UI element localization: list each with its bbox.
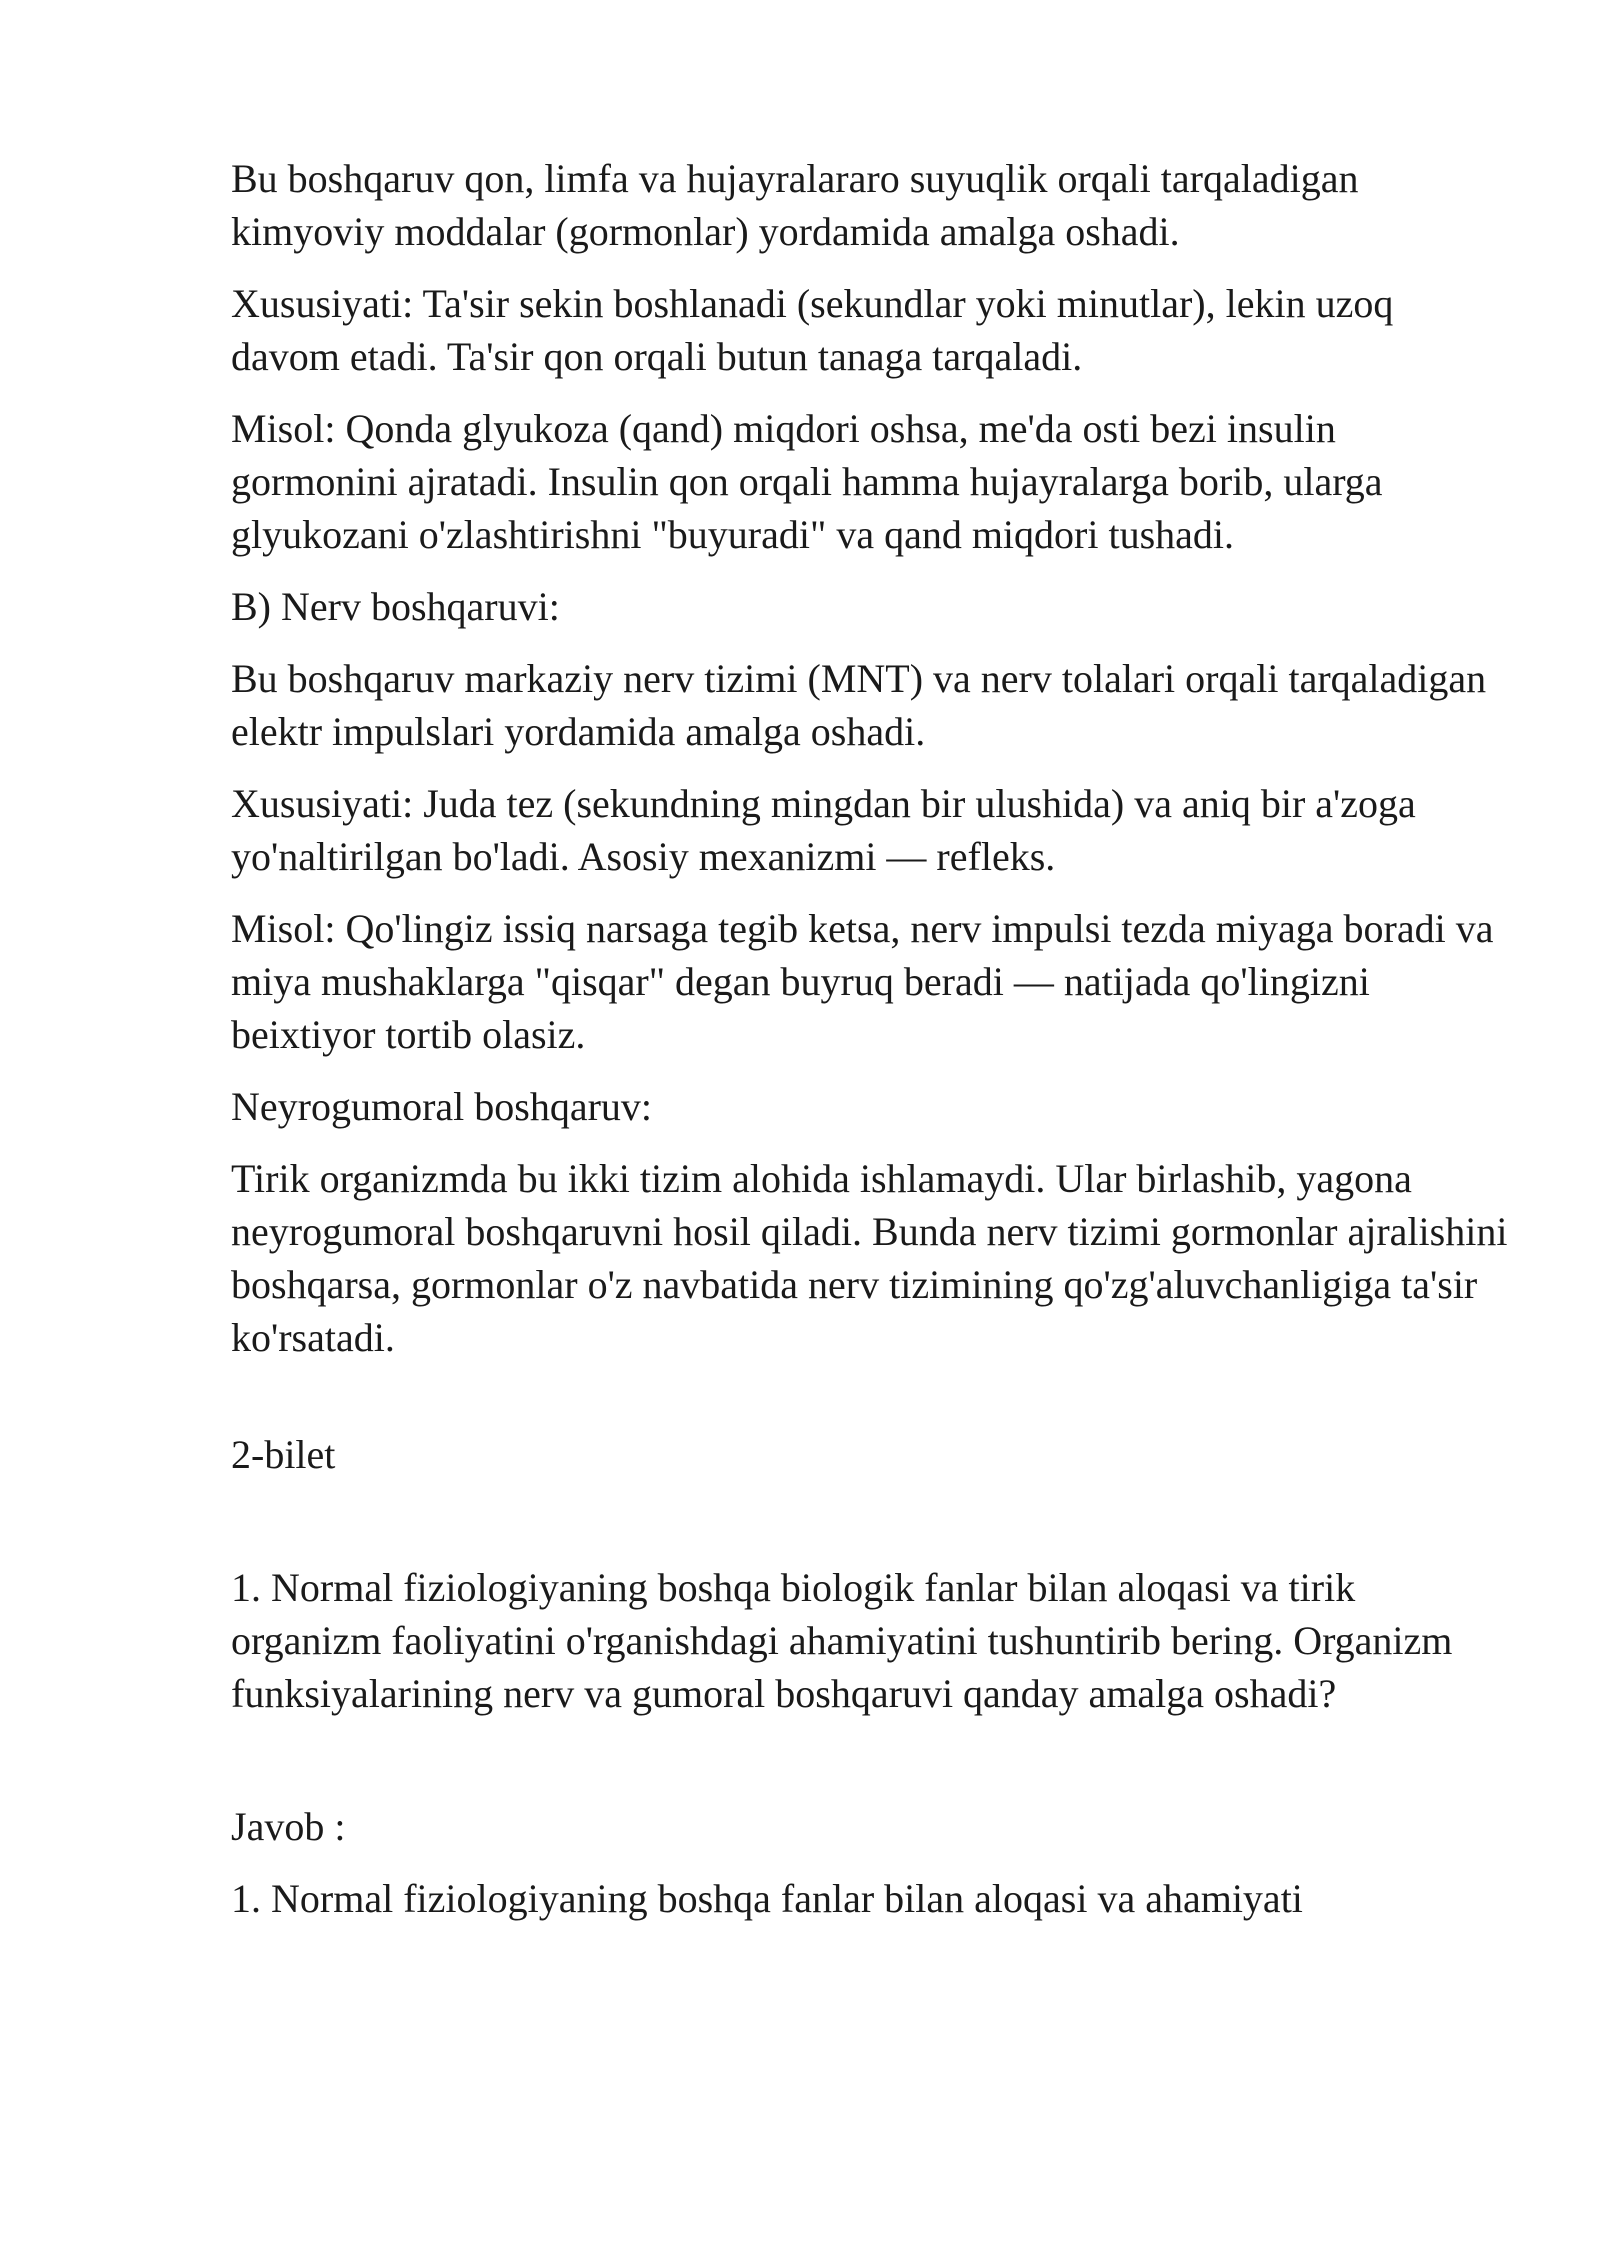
paragraph-humoral-example: Misol: Qonda glyukoza (qand) miqdori oshsa, me'da osti bezi insulin gormonini ajratadi. Insulin qon orqali hamma hujayralarga borib, ularga glyukozani o'zlashtirishni "buyuradi" va qand miqdori tushadi. — [231, 406, 1383, 557]
heading-neurohumoral: Neyrogumoral boshqaruv: — [231, 1084, 653, 1129]
paragraph-nerve-feature: Xususiyati: Juda tez (sekundning mingdan bir ulushida) va aniq bir a'zoga yo'naltirilgan bo'ladi. Asosiy mexanizmi — refleks. — [231, 781, 1416, 879]
ticket-number: 2-bilet — [231, 1432, 336, 1477]
document-body — [231, 152, 1511, 1944]
answer-section-heading: 1. Normal fiziologiyaning boshqa fanlar bilan aloqasi va ahamiyati — [231, 1876, 1303, 1921]
answer-label: Javob : — [231, 1804, 346, 1849]
question-text: 1. Normal fiziologiyaning boshqa biologik fanlar bilan aloqasi va tirik organizm faoliyatini o'rganishdagi ahamiyatini tushuntirib bering. Organizm funksiyalarining nerv va gumoral boshqaruvi qanday amalga oshadi? — [231, 1565, 1453, 1716]
paragraph-humoral-feature: Xususiyati: Ta'sir sekin boshlanadi (sekundlar yoki minutlar), lekin uzoq davom etadi. Ta'sir qon orqali butun tanaga tarqaladi. — [231, 281, 1394, 379]
paragraph-neurohumoral: Tirik organizmda bu ikki tizim alohida ishlamaydi. Ular birlashib, yagona neyrogumoral boshqaruvni hosil qiladi. Bunda nerv tizimi gormonlar ajralishini boshqarsa, gormonlar o'z navbatida nerv tizimining qo'zg'aluvchanligiga ta'sir ko'rsatadi. — [231, 1156, 1508, 1360]
paragraph-humoral-definition: Bu boshqaruv qon, limfa va hujayralararo suyuqlik orqali tarqaladigan kimyoviy moddalar (gormonlar) yordamida amalga oshadi. — [231, 156, 1359, 254]
paragraph-nerve-definition: Bu boshqaruv markaziy nerv tizimi (MNT) va nerv tolalari orqali tarqaladigan elektr impulslari yordamida amalga oshadi. — [231, 656, 1487, 754]
paragraph-nerve-example: Misol: Qo'lingiz issiq narsaga tegib ketsa, nerv impulsi tezda miyaga boradi va miya mushaklarga "qisqar" degan buyruq beradi — natijada qo'lingizni beixtiyor tortib olasiz. — [231, 906, 1494, 1057]
heading-nerve-regulation: B) Nerv boshqaruvi: — [231, 584, 560, 629]
